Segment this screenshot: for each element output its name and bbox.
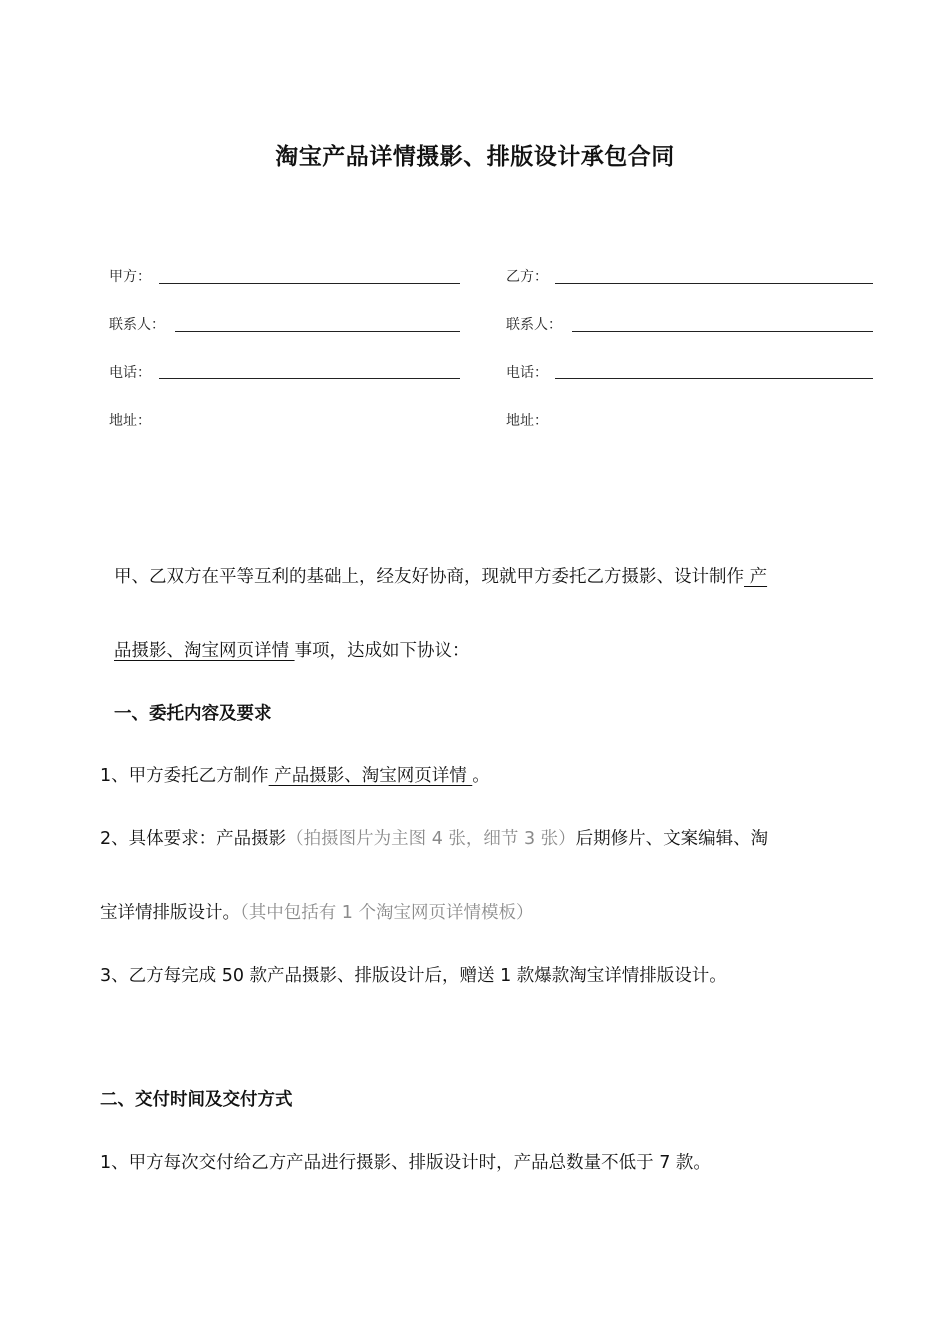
section-1-item-2-cont <box>100 899 534 924</box>
item-note: （拍摄图片为主图 4 张，细节 3 张） <box>286 829 576 849</box>
intro-line-1 <box>114 563 767 588</box>
party-a-label: 甲方： <box>109 269 151 285</box>
party-a-phone-label: 电话： <box>109 365 151 381</box>
intro-text-end: 事项，达成如下协议： <box>294 641 470 661</box>
item-note: （其中包括有 1 个淘宝网页详情模板） <box>240 903 534 923</box>
item-text: 后期修片、文案编辑、淘 <box>575 829 769 849</box>
party-a-phone-field[interactable] <box>159 378 460 379</box>
item-text: 2、具体要求：产品摄影 <box>100 829 287 849</box>
party-b-label: 乙方： <box>506 269 548 285</box>
page-title: 淘宝产品详情摄影、排版设计承包合同 <box>275 144 675 170</box>
party-b-contact-label: 联系人： <box>506 317 562 333</box>
party-b-address-label: 地址： <box>506 413 548 429</box>
party-a-contact-label: 联系人： <box>109 317 165 333</box>
section-2-heading: 二、交付时间及交付方式 <box>100 1090 293 1110</box>
section-1-item-3: 3、乙方每完成 50 款产品摄影、排版设计后，赠送 1 款爆款淘宝详情排版设计。 <box>100 966 727 986</box>
party-a-contact-field[interactable] <box>175 331 460 332</box>
party-a-name-field[interactable] <box>159 283 460 284</box>
party-a-address-label: 地址： <box>109 413 151 429</box>
party-b-name-field[interactable] <box>555 283 873 284</box>
section-1-heading: 一、委托内容及要求 <box>114 704 272 724</box>
section-2-item-1: 1、甲方每次交付给乙方产品进行摄影、排版设计时，产品总数量不低于 7 款。 <box>100 1153 711 1173</box>
section-1-item-2 <box>100 825 768 850</box>
intro-text: 甲、乙双方在平等互利的基础上，经友好协商，现就甲方委托乙方摄影、设计制作 <box>114 567 744 587</box>
item-text: 宝详情排版设计。 <box>100 903 240 923</box>
intro-underlined-subject-cont: 品摄影、淘宝网页详情 <box>114 641 295 661</box>
party-b-phone-label: 电话： <box>506 365 548 381</box>
intro-underlined-subject: 产 <box>744 567 768 587</box>
party-b-contact-field[interactable] <box>572 331 873 332</box>
intro-line-2 <box>114 637 470 662</box>
item-text: 。 <box>472 766 490 786</box>
item-text: 1、甲方委托乙方制作 <box>100 766 269 786</box>
party-b-phone-field[interactable] <box>555 378 873 379</box>
item-underlined: 产品摄影、淘宝网页详情 <box>268 766 473 786</box>
section-1-item-1 <box>100 762 490 787</box>
